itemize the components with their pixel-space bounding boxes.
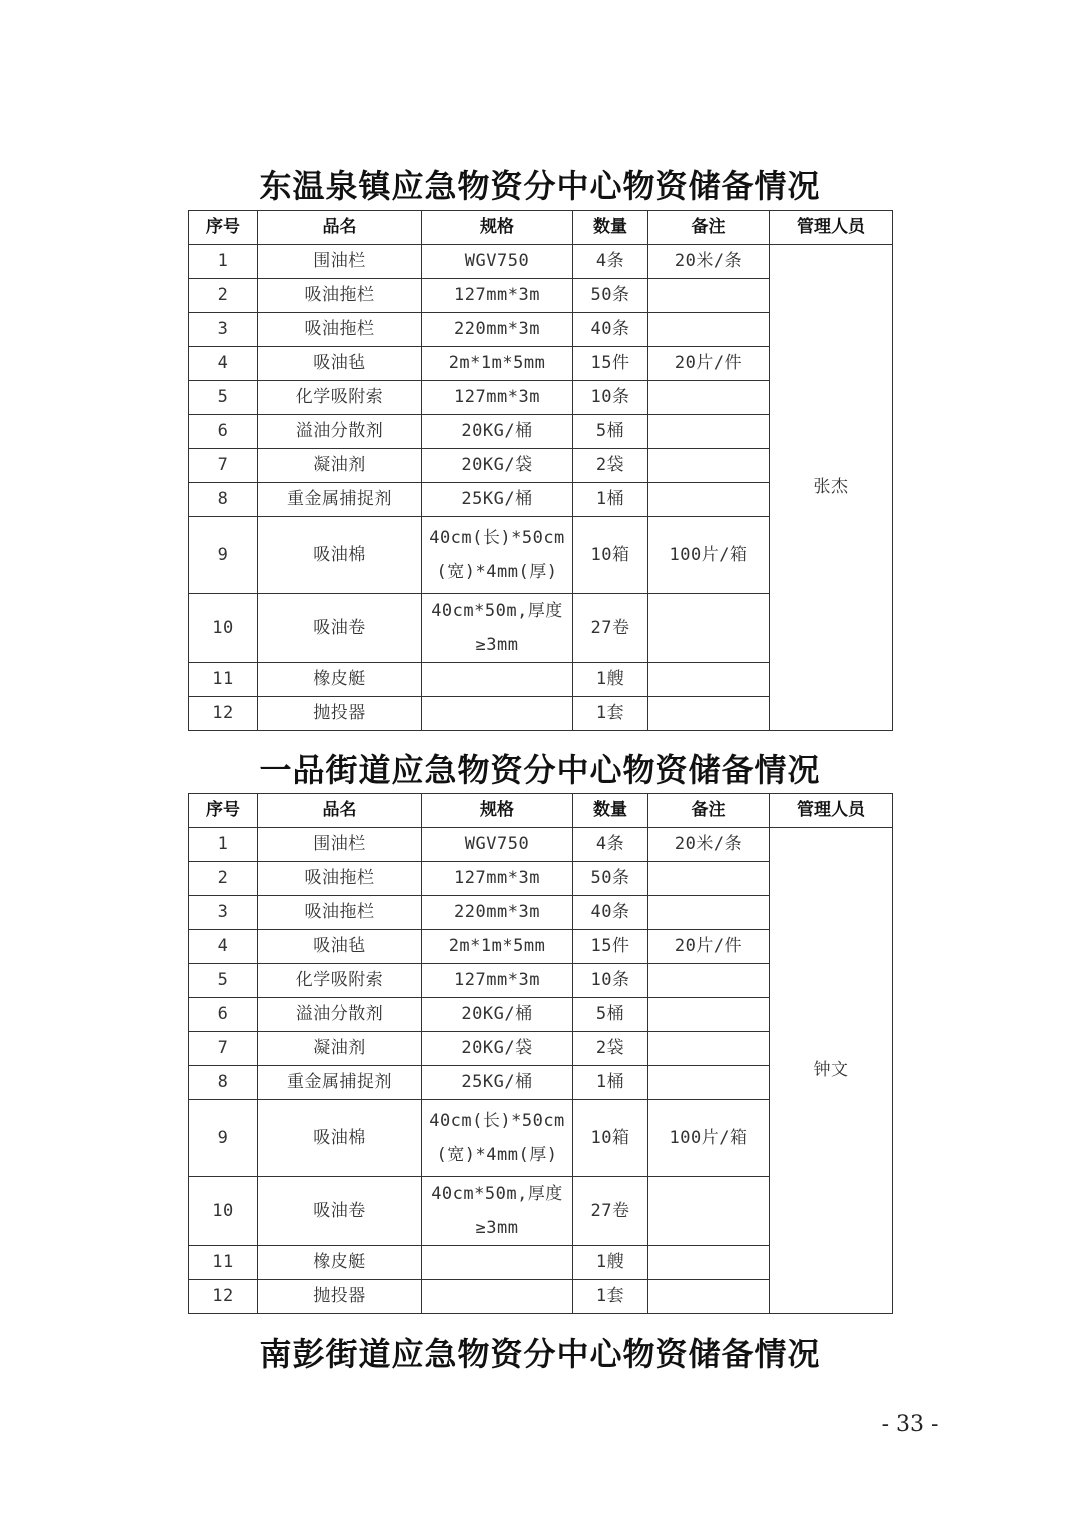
cell-qty: 40条 xyxy=(573,313,648,347)
cell-name: 吸油拖栏 xyxy=(258,896,422,930)
cell-spec: WGV750 xyxy=(422,828,573,862)
cell-note xyxy=(648,279,770,313)
column-header-no: 序号 xyxy=(189,794,258,828)
cell-qty: 1套 xyxy=(573,1280,648,1314)
column-header-qty: 数量 xyxy=(573,211,648,245)
cell-qty: 10条 xyxy=(573,964,648,998)
cell-name: 凝油剂 xyxy=(258,449,422,483)
cell-note xyxy=(648,697,770,731)
section-title: 东温泉镇应急物资分中心物资储备情况 xyxy=(259,167,821,205)
cell-qty: 27卷 xyxy=(573,1177,648,1246)
cell-name: 抛投器 xyxy=(258,697,422,731)
cell-no: 12 xyxy=(189,1280,258,1314)
table-header-row xyxy=(189,211,893,245)
inventory-table xyxy=(188,210,893,731)
cell-no: 2 xyxy=(189,279,258,313)
cell-spec xyxy=(422,517,573,594)
column-header-note: 备注 xyxy=(648,794,770,828)
cell-qty: 15件 xyxy=(573,347,648,381)
cell-spec: 127mm*3m xyxy=(422,964,573,998)
cell-no: 12 xyxy=(189,697,258,731)
cell-no: 8 xyxy=(189,483,258,517)
cell-note xyxy=(648,862,770,896)
cell-spec xyxy=(422,1246,573,1280)
cell-name: 重金属捕捉剂 xyxy=(258,483,422,517)
column-header-spec: 规格 xyxy=(422,211,573,245)
column-header-name: 品名 xyxy=(258,794,422,828)
cell-name: 化学吸附索 xyxy=(258,381,422,415)
cell-no: 6 xyxy=(189,998,258,1032)
cell-no: 5 xyxy=(189,381,258,415)
section-title: 南彭街道应急物资分中心物资储备情况 xyxy=(259,1335,821,1373)
cell-qty: 1艘 xyxy=(573,1246,648,1280)
cell-spec: 25KG/桶 xyxy=(422,1066,573,1100)
table-row xyxy=(189,245,893,279)
cell-name: 吸油卷 xyxy=(258,594,422,663)
cell-name: 吸油棉 xyxy=(258,517,422,594)
cell-qty: 4条 xyxy=(573,828,648,862)
cell-spec-line: (宽)*4mm(厚) xyxy=(436,1145,558,1165)
column-header-name: 品名 xyxy=(258,211,422,245)
table-row xyxy=(189,828,893,862)
cell-spec xyxy=(422,1100,573,1177)
cell-qty: 27卷 xyxy=(573,594,648,663)
column-header-manager: 管理人员 xyxy=(770,794,893,828)
cell-spec-line: 40cm(长)*50cm xyxy=(429,528,565,548)
cell-name: 重金属捕捉剂 xyxy=(258,1066,422,1100)
cell-note xyxy=(648,449,770,483)
cell-note xyxy=(648,1280,770,1314)
cell-spec-line: (宽)*4mm(厚) xyxy=(436,562,558,582)
cell-name: 橡皮艇 xyxy=(258,1246,422,1280)
cell-note xyxy=(648,483,770,517)
cell-qty: 10箱 xyxy=(573,1100,648,1177)
cell-note xyxy=(648,1177,770,1246)
cell-note: 100片/箱 xyxy=(648,1100,770,1177)
cell-note xyxy=(648,313,770,347)
cell-no: 6 xyxy=(189,415,258,449)
cell-name: 溢油分散剂 xyxy=(258,415,422,449)
cell-qty: 10箱 xyxy=(573,517,648,594)
cell-qty: 1桶 xyxy=(573,1066,648,1100)
cell-spec xyxy=(422,1280,573,1314)
cell-note: 20片/件 xyxy=(648,930,770,964)
cell-spec xyxy=(422,594,573,663)
cell-name: 吸油卷 xyxy=(258,1177,422,1246)
cell-qty: 40条 xyxy=(573,896,648,930)
cell-spec-line: ≥3mm xyxy=(475,635,519,655)
cell-qty: 2袋 xyxy=(573,449,648,483)
cell-note xyxy=(648,663,770,697)
cell-name: 吸油拖栏 xyxy=(258,313,422,347)
cell-name: 抛投器 xyxy=(258,1280,422,1314)
cell-spec xyxy=(422,1177,573,1246)
cell-spec: 20KG/桶 xyxy=(422,998,573,1032)
cell-no: 10 xyxy=(189,1177,258,1246)
cell-note xyxy=(648,381,770,415)
cell-note xyxy=(648,998,770,1032)
cell-qty: 50条 xyxy=(573,862,648,896)
cell-note: 100片/箱 xyxy=(648,517,770,594)
cell-spec xyxy=(422,697,573,731)
column-header-manager: 管理人员 xyxy=(770,211,893,245)
cell-name: 围油栏 xyxy=(258,245,422,279)
cell-name: 吸油棉 xyxy=(258,1100,422,1177)
table-header-row xyxy=(189,794,893,828)
cell-no: 4 xyxy=(189,930,258,964)
cell-spec-line: 40cm(长)*50cm xyxy=(429,1111,565,1131)
section-title: 一品街道应急物资分中心物资储备情况 xyxy=(259,751,821,789)
cell-spec-line: 40cm*50m,厚度 xyxy=(431,1184,563,1204)
cell-no: 5 xyxy=(189,964,258,998)
cell-no: 7 xyxy=(189,1032,258,1066)
cell-qty: 5桶 xyxy=(573,998,648,1032)
cell-spec: 127mm*3m xyxy=(422,862,573,896)
cell-spec: 220mm*3m xyxy=(422,896,573,930)
cell-note xyxy=(648,1246,770,1280)
cell-name: 吸油拖栏 xyxy=(258,862,422,896)
cell-no: 2 xyxy=(189,862,258,896)
cell-name: 吸油拖栏 xyxy=(258,279,422,313)
cell-spec: 20KG/袋 xyxy=(422,1032,573,1066)
cell-name: 吸油毡 xyxy=(258,930,422,964)
cell-no: 7 xyxy=(189,449,258,483)
cell-note xyxy=(648,896,770,930)
cell-spec: 25KG/桶 xyxy=(422,483,573,517)
cell-no: 3 xyxy=(189,896,258,930)
column-header-note: 备注 xyxy=(648,211,770,245)
cell-no: 1 xyxy=(189,828,258,862)
cell-qty: 5桶 xyxy=(573,415,648,449)
cell-name: 化学吸附索 xyxy=(258,964,422,998)
cell-spec-line: 40cm*50m,厚度 xyxy=(431,601,563,621)
column-header-spec: 规格 xyxy=(422,794,573,828)
cell-no: 9 xyxy=(189,517,258,594)
cell-note xyxy=(648,415,770,449)
cell-manager: 钟文 xyxy=(770,828,893,1314)
cell-spec: 2m*1m*5mm xyxy=(422,930,573,964)
cell-spec xyxy=(422,663,573,697)
cell-no: 8 xyxy=(189,1066,258,1100)
cell-no: 4 xyxy=(189,347,258,381)
cell-note: 20米/条 xyxy=(648,245,770,279)
cell-spec: 2m*1m*5mm xyxy=(422,347,573,381)
cell-spec: 20KG/袋 xyxy=(422,449,573,483)
cell-note xyxy=(648,1032,770,1066)
column-header-no: 序号 xyxy=(189,211,258,245)
column-header-qty: 数量 xyxy=(573,794,648,828)
cell-qty: 2袋 xyxy=(573,1032,648,1066)
cell-manager: 张杰 xyxy=(770,245,893,731)
cell-no: 1 xyxy=(189,245,258,279)
cell-no: 3 xyxy=(189,313,258,347)
cell-name: 凝油剂 xyxy=(258,1032,422,1066)
cell-note xyxy=(648,1066,770,1100)
cell-no: 9 xyxy=(189,1100,258,1177)
cell-note xyxy=(648,594,770,663)
cell-no: 11 xyxy=(189,663,258,697)
cell-spec: 127mm*3m xyxy=(422,279,573,313)
cell-spec-line: ≥3mm xyxy=(475,1218,519,1238)
inventory-table xyxy=(188,793,893,1314)
cell-qty: 1艘 xyxy=(573,663,648,697)
cell-qty: 50条 xyxy=(573,279,648,313)
cell-qty: 4条 xyxy=(573,245,648,279)
cell-spec: 127mm*3m xyxy=(422,381,573,415)
cell-name: 吸油毡 xyxy=(258,347,422,381)
cell-name: 围油栏 xyxy=(258,828,422,862)
page-number: - 33 - xyxy=(881,1412,939,1437)
cell-qty: 1桶 xyxy=(573,483,648,517)
cell-no: 11 xyxy=(189,1246,258,1280)
cell-no: 10 xyxy=(189,594,258,663)
cell-note: 20米/条 xyxy=(648,828,770,862)
cell-note xyxy=(648,964,770,998)
cell-qty: 10条 xyxy=(573,381,648,415)
cell-spec: WGV750 xyxy=(422,245,573,279)
cell-qty: 15件 xyxy=(573,930,648,964)
cell-name: 溢油分散剂 xyxy=(258,998,422,1032)
cell-spec: 20KG/桶 xyxy=(422,415,573,449)
cell-qty: 1套 xyxy=(573,697,648,731)
cell-note: 20片/件 xyxy=(648,347,770,381)
cell-spec: 220mm*3m xyxy=(422,313,573,347)
cell-name: 橡皮艇 xyxy=(258,663,422,697)
